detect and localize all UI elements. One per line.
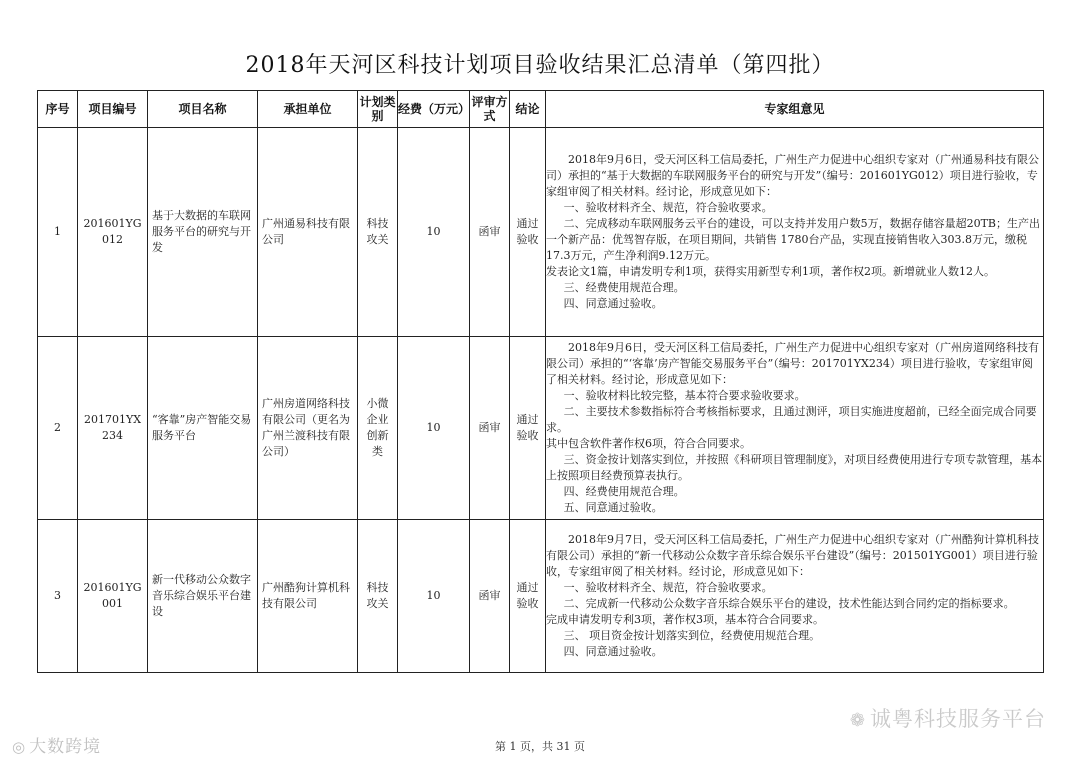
cell-method: 函审 [470,520,510,673]
opinion-paragraph: 五、同意通过验收。 [563,501,663,514]
cell-name: “客靠”房产智能交易服务平台 [152,413,252,442]
document-title: 2018年天河区科技计划项目验收结果汇总清单（第四批） [245,53,835,78]
cell-code: 201601YG012 [83,217,142,246]
cell-no: 2 [38,337,78,520]
cell-no: 1 [38,128,78,337]
opinion-paragraph: 三、 项目资金按计划落实到位，经费使用规范合理。 [563,629,821,642]
cell-code: 201701YX234 [83,413,142,442]
header-name: 项目名称 [148,91,258,128]
cell-unit: 广州通易科技有限公司 [262,217,350,246]
cell-conclusion: 通过验收 [516,581,539,610]
cell-method: 函审 [470,337,510,520]
table-row [38,337,1044,520]
header-plan: 计划类别 [358,91,398,128]
cell-opinion [546,520,1044,673]
page-footer: 第 1 页，共 31 页 [495,740,585,753]
opinion-paragraph: 2018年9月6日，受天河区科工信局委托，广州生产力促进中心组织专家对（广州通易科技有限公司）承担的“基于大数据的车联网服务平台的研究与开发”（编号：201601YG012）项目进行验收，专家组审阅了相关材料。经讨论，形成意见如下： [546,153,1039,198]
opinion-paragraph: 二、完成移动车联网服务云平台的建设，可以支持并发用户数5万，数据存储容量超20TB；生产出一个新产品：优驾智存版，在项目期间，共销售 1780台产品，实现直接销售收入303.8万元，缴税17.3万元，产生净利润9.12万元。 [546,217,1041,262]
header-conclusion: 结论 [510,91,546,128]
cell-unit: 广州房道网络科技有限公司（更名为广州兰渡科技有限公司） [262,397,350,458]
cell-conclusion: 通过验收 [516,217,539,246]
header-code: 项目编号 [78,91,148,128]
table-row [38,520,1044,673]
opinion-paragraph: 完成申请发明专利3项，著作权3项，基本符合合同要求。 [546,613,824,626]
watermark-right [850,703,1046,733]
header-fee: 经费（万元） [398,91,470,128]
cell-opinion [546,128,1044,337]
results-table [37,90,1044,673]
header-opinion: 专家组意见 [546,91,1044,128]
opinion-paragraph: 二、主要技术参数指标符合考核指标要求，且通过测评，项目实施进度超前，已经全面完成合同要求。 [546,405,1037,434]
opinion-paragraph: 二、完成新一代移动公众数字音乐综合娱乐平台的建设，技术性能达到合同约定的指标要求。 [563,597,1015,610]
opinion-paragraph: 四、同意通过验收。 [563,645,663,658]
table-row [38,128,1044,337]
opinion-paragraph: 发表论文1篇，申请发明专利1项，获得实用新型专利1项，著作权2项。新增就业人数12人。 [546,265,995,278]
cell-unit: 广州酷狗计算机科技有限公司 [262,581,350,610]
camera-logo-icon: ◎ [12,738,27,756]
watermark-left-text: 大数跨境 [29,737,102,757]
opinion-paragraph: 2018年9月6日，受天河区科工信局委托，广州生产力促进中心组织专家对（广州房道网络科技有限公司）承担的“‘客靠’房产智能交易服务平台”（编号：201701YX234）项目进行验收，专家组审阅了相关材料。经讨论，形成意见如下： [546,341,1039,386]
header-no: 序号 [38,91,78,128]
opinion-paragraph: 一、验收材料齐全、规范，符合验收要求。 [563,581,773,594]
opinion-paragraph: 一、验收材料齐全、规范，符合验收要求。 [563,201,773,214]
wechat-logo-icon: ❁ [849,710,866,731]
opinion-paragraph: 三、经费使用规范合理。 [563,281,685,294]
cell-no: 3 [38,520,78,673]
cell-fee: 10 [398,337,470,520]
cell-method: 函审 [470,128,510,337]
cell-plan: 科技攻关 [366,217,389,246]
cell-name: 基于大数据的车联网服务平台的研究与开发 [152,209,251,254]
cell-opinion [546,337,1044,520]
cell-conclusion: 通过验收 [516,413,539,442]
opinion-paragraph: 四、经费使用规范合理。 [563,485,685,498]
cell-plan: 科技攻关 [366,581,389,610]
cell-name: 新一代移动公众数字音乐综合娱乐平台建设 [152,573,251,618]
header-unit: 承担单位 [258,91,358,128]
watermark-right-text: 诚粤科技服务平台 [870,707,1046,731]
opinion-paragraph: 四、同意通过验收。 [563,297,663,310]
cell-fee: 10 [398,128,470,337]
opinion-paragraph: 三、资金按计划落实到位，并按照《科研项目管理制度》，对项目经费使用进行专项专款管理，基本上按照项目经费预算表执行。 [546,453,1043,482]
cell-code: 201601YG001 [83,581,142,610]
header-method: 评审方式 [470,91,510,128]
opinion-paragraph: 2018年9月7日，受天河区科工信局委托，广州生产力促进中心组织专家对（广州酷狗计算机科技有限公司）承担的“新一代移动公众数字音乐综合娱乐平台建设”（编号：201501YG001）项目进行验收，专家组审阅了相关材料。经讨论，形成意见如下： [546,533,1039,578]
cell-plan: 小微企业创新类 [366,397,389,458]
table-header-row [38,91,1044,128]
cell-fee: 10 [398,520,470,673]
opinion-paragraph: 一、验收材料比较完整，基本符合要求验收要求。 [563,389,806,402]
opinion-paragraph: 其中包含软件著作权6项，符合合同要求。 [546,437,751,450]
